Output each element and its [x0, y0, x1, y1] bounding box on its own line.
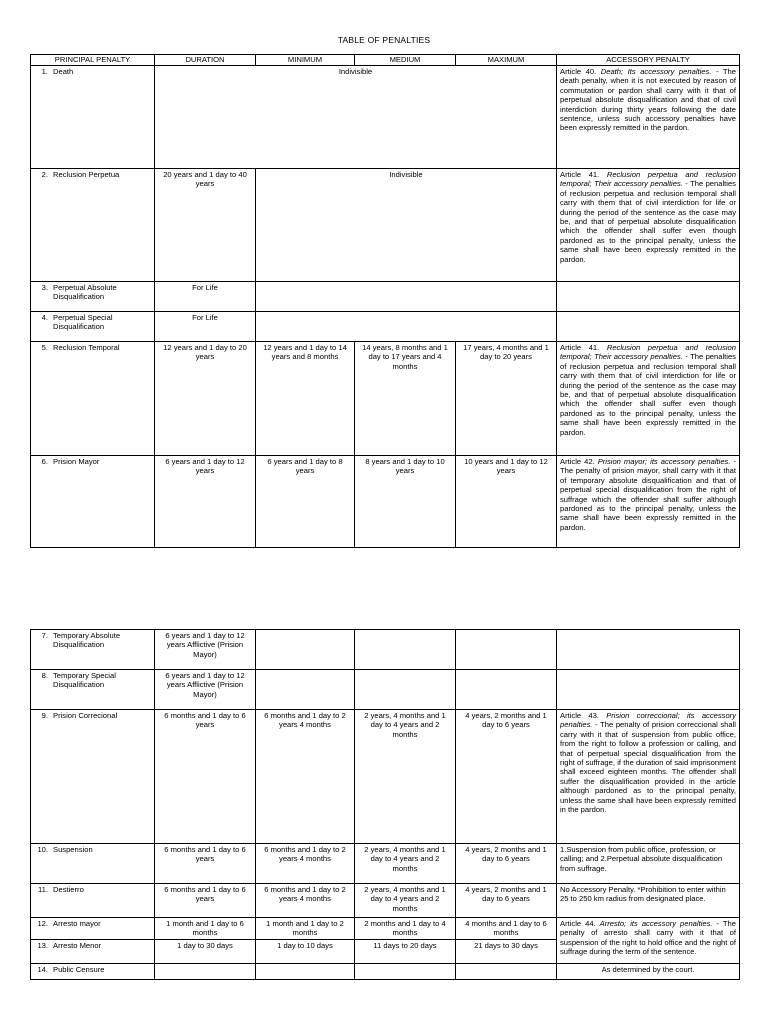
medium-cell: 8 years and 1 day to 10 years: [355, 456, 456, 548]
maximum-cell: 4 months and 1 day to 6 months: [456, 918, 557, 940]
minimum-cell: 6 months and 1 day to 2 years 4 months: [256, 710, 355, 844]
row-number: 2.: [41, 170, 48, 179]
accessory-penalty-cell: [557, 342, 740, 456]
principal-penalty-cell: [31, 456, 155, 548]
maximum-cell: [456, 670, 557, 710]
article-text: - The penalty of arresto shall carry with it that of suspension of the right to hold office and the right of suffrage during the term of the sentence.: [560, 919, 737, 957]
header-maximum: MAXIMUM: [456, 55, 557, 66]
table-row: [31, 670, 740, 710]
medium-cell: 11 days to 20 days: [355, 940, 456, 964]
row-number: 13.: [37, 941, 48, 950]
duration-cell: 6 months and 1 day to 6 years: [155, 844, 256, 884]
principal-penalty-cell: [31, 940, 155, 964]
table-row: [31, 964, 740, 980]
principal-penalty-cell: [31, 169, 155, 282]
article-ref: Article 42.: [560, 457, 598, 466]
duration-cell: 6 months and 1 day to 6 years: [155, 884, 256, 918]
indivisible-cell: Indivisible: [256, 169, 557, 282]
penalty-name: Perpetual Absolute Disqualification: [53, 283, 117, 302]
accessory-penalty-cell: [557, 670, 740, 710]
article-title: Arresto; its accessory penalties.: [599, 919, 713, 928]
medium-cell: [355, 964, 456, 980]
accessory-penalty-cell: [557, 312, 740, 342]
penalty-name: Suspension: [53, 845, 93, 854]
minimum-cell: 1 day to 10 days: [256, 940, 355, 964]
minimum-cell: 1 month and 1 day to 2 months: [256, 918, 355, 940]
medium-cell: 14 years, 8 months and 1 day to 17 years and 4 months: [355, 342, 456, 456]
article-text: - The penalty of prision correccional shall carry with it that of suspension from public office, from the right to follow a profession or calling, and that of perpetual special disqualification from the right of suffrage, if the duration of said imprisonment shall exceed eighteen months. The offender shall suffer the disqualification provided in the article although pardoned as to the principal penalty, unless the same shall have been expressly remitted in the pardon.: [560, 720, 736, 815]
article-ref: Article 40.: [560, 67, 601, 76]
document-title: TABLE OF PENALTIES: [337, 35, 431, 45]
maximum-cell: 10 years and 1 day to 12 years: [456, 456, 557, 548]
medium-cell: 2 years, 4 months and 1 day to 4 years and 2 months: [355, 884, 456, 918]
article-text: - The penalties of reclusion perpetua and reclusion temporal shall carry with them that of civil interdiction for life or during the period of the sentence as the case may be, and that of perpetual absolute disqualification which the offender shall suffer even though pardoned as to the principal penalty, unless the same shall have been expressly remitted in the pardon.: [560, 352, 736, 437]
header-principal-penalty: PRINCIPAL PENALTY: [31, 55, 155, 66]
row-number: 5.: [41, 343, 48, 352]
table-row: [31, 66, 740, 169]
maximum-cell: 17 years, 4 months and 1 day to 20 years: [456, 342, 557, 456]
table-row: [31, 282, 740, 312]
article-title: Prision mayor; its accessory penalties.: [597, 457, 731, 466]
article-ref: Article 41.: [560, 170, 607, 179]
row-number: 9.: [41, 711, 48, 720]
penalty-name: Reclusion Perpetua: [53, 170, 120, 179]
penalty-name: Temporary Absolute Disqualification: [53, 631, 121, 650]
table-header-row: [31, 55, 740, 66]
medium-cell: 2 years, 4 months and 1 day to 4 years and 2 months: [355, 844, 456, 884]
article-text: - The penalties of reclusion perpetua and reclusion temporal shall carry with them that of civil interdiction for life or during the period of the sentence as the case may be, and that of perpetual absolute disqualification which the offender shall suffer even though pardoned as to the principal penalty, unless the same shall have been expressly remitted in the pardon.: [560, 179, 736, 264]
row-number: 3.: [41, 283, 48, 292]
article-ref: Article 43.: [560, 711, 607, 720]
table-row: [31, 884, 740, 918]
article-ref: Article 41.: [560, 343, 607, 352]
duration-cell: 6 years and 1 day to 12 years Afflictive (Prision Mayor): [155, 630, 256, 670]
row-number: 7.: [41, 631, 48, 640]
article-title: Reclusion perpetua and reclusion temporal; Their accessory penalties.: [560, 170, 736, 189]
principal-penalty-cell: [31, 282, 155, 312]
indivisible-cell: Indivisible: [155, 66, 557, 169]
penalty-name: Reclusion Temporal: [53, 343, 120, 352]
duration-cell: For Life: [155, 282, 256, 312]
duration-cell: 6 years and 1 day to 12 years Afflictive (Prision Mayor): [155, 670, 256, 710]
medium-cell: [355, 630, 456, 670]
penalties-table-part-1: [30, 54, 740, 548]
principal-penalty-cell: [31, 884, 155, 918]
header-medium: MEDIUM: [355, 55, 456, 66]
penalty-name: Destierro: [53, 885, 84, 894]
header-duration: DURATION: [155, 55, 256, 66]
principal-penalty-cell: [31, 312, 155, 342]
maximum-cell: [456, 964, 557, 980]
duration-cell: [155, 964, 256, 980]
maximum-cell: 4 years, 2 months and 1 day to 6 years: [456, 710, 557, 844]
table-row: [31, 710, 740, 844]
accessory-penalty-cell: [557, 456, 740, 548]
penalty-name: Arresto Menor: [53, 941, 102, 950]
minimum-cell: [256, 630, 355, 670]
principal-penalty-cell: [31, 670, 155, 710]
medium-cell: [355, 670, 456, 710]
minimum-cell: [256, 670, 355, 710]
row-number: 4.: [41, 313, 48, 322]
duration-cell: 1 month and 1 day to 6 months: [155, 918, 256, 940]
table-row: [31, 456, 740, 548]
accessory-penalty-cell: [557, 282, 740, 312]
table-row: [31, 844, 740, 884]
medium-cell: 2 months and 1 day to 4 months: [355, 918, 456, 940]
header-accessory-penalty: ACCESSORY PENALTY: [557, 55, 740, 66]
duration-cell: 20 years and 1 day to 40 years: [155, 169, 256, 282]
row-number: 14.: [37, 965, 48, 974]
row-number: 1.: [41, 67, 48, 76]
penalty-name: Prision Correcional: [53, 711, 118, 720]
penalty-name: Perpetual Special Disqualification: [53, 313, 113, 332]
empty-cell: [256, 282, 557, 312]
principal-penalty-cell: [31, 964, 155, 980]
article-text: - The penalty of prision mayor, shall carry with it that of temporary absolute disqualification and that of perpetual special disqualification from the right of suffrage which the offender shall suffer although pardoned as to the principal penalty, unless the same shall have been expressly remitted in the pardon.: [560, 457, 736, 532]
row-number: 6.: [41, 457, 48, 466]
row-number: 12.: [37, 919, 48, 928]
penalty-name: Temporary Special Disqualification: [53, 671, 116, 690]
duration-cell: 1 day to 30 days: [155, 940, 256, 964]
minimum-cell: 6 years and 1 day to 8 years: [256, 456, 355, 548]
minimum-cell: 6 months and 1 day to 2 years 4 months: [256, 884, 355, 918]
penalties-table-part-2: [30, 629, 740, 980]
accessory-penalty-cell: [557, 918, 740, 964]
table-row: [31, 630, 740, 670]
duration-cell: 12 years and 1 day to 20 years: [155, 342, 256, 456]
duration-cell: For Life: [155, 312, 256, 342]
maximum-cell: 4 years, 2 months and 1 day to 6 years: [456, 884, 557, 918]
penalty-name: Prision Mayor: [53, 457, 100, 466]
duration-cell: 6 months and 1 day to 6 years: [155, 710, 256, 844]
principal-penalty-cell: [31, 342, 155, 456]
medium-cell: 2 years, 4 months and 1 day to 4 years and 2 months: [355, 710, 456, 844]
article-text: - The death penalty, when it is not executed by reason of commutation or pardon shall carry with it that of perpetual absolute disqualification and that of civil interdiction during thirty years following the date sentence, unless such accessory penalties have been expressly remitted in the pardon.: [560, 67, 736, 133]
maximum-cell: 4 years, 2 months and 1 day to 6 years: [456, 844, 557, 884]
principal-penalty-cell: [31, 918, 155, 940]
maximum-cell: [456, 630, 557, 670]
article-title: Death; Its accessory penalties.: [600, 67, 712, 76]
table-row: [31, 342, 740, 456]
minimum-cell: [256, 964, 355, 980]
minimum-cell: 12 years and 1 day to 14 years and 8 months: [256, 342, 355, 456]
article-ref: Article 44.: [560, 919, 600, 928]
table-row: [31, 312, 740, 342]
table-row: [31, 169, 740, 282]
principal-penalty-cell: [31, 630, 155, 670]
accessory-penalty-cell: 1.Suspension from public office, profession, or calling; and 2.Perpetual absolute disqualification from suffrage.: [557, 844, 740, 884]
empty-cell: [256, 312, 557, 342]
article-title: Reclusion perpetua and reclusion temporal; Their accessory penalties.: [560, 343, 736, 362]
row-number: 10.: [37, 845, 48, 854]
penalty-name: Public Censure: [53, 965, 105, 974]
principal-penalty-cell: [31, 844, 155, 884]
accessory-penalty-cell: [557, 710, 740, 844]
maximum-cell: 21 days to 30 days: [456, 940, 557, 964]
header-minimum: MINIMUM: [256, 55, 355, 66]
accessory-penalty-cell: [557, 169, 740, 282]
minimum-cell: 6 months and 1 day to 2 years 4 months: [256, 844, 355, 884]
accessory-penalty-cell: No Accessory Penalty. *Prohibition to enter within 25 to 250 km radius from designated place.: [557, 884, 740, 918]
penalty-name: Arresto mayor: [53, 919, 101, 928]
row-number: 8.: [41, 671, 48, 680]
accessory-penalty-cell: [557, 66, 740, 169]
accessory-penalty-cell: [557, 630, 740, 670]
duration-cell: 6 years and 1 day to 12 years: [155, 456, 256, 548]
principal-penalty-cell: [31, 710, 155, 844]
row-number: 11.: [38, 885, 48, 894]
accessory-penalty-cell: As determined by the court.: [557, 964, 740, 980]
article-title: Prision correccional; its accessory penalties.: [560, 711, 737, 730]
penalty-name: Death: [53, 67, 74, 76]
table-row: [31, 918, 740, 940]
principal-penalty-cell: [31, 66, 155, 169]
